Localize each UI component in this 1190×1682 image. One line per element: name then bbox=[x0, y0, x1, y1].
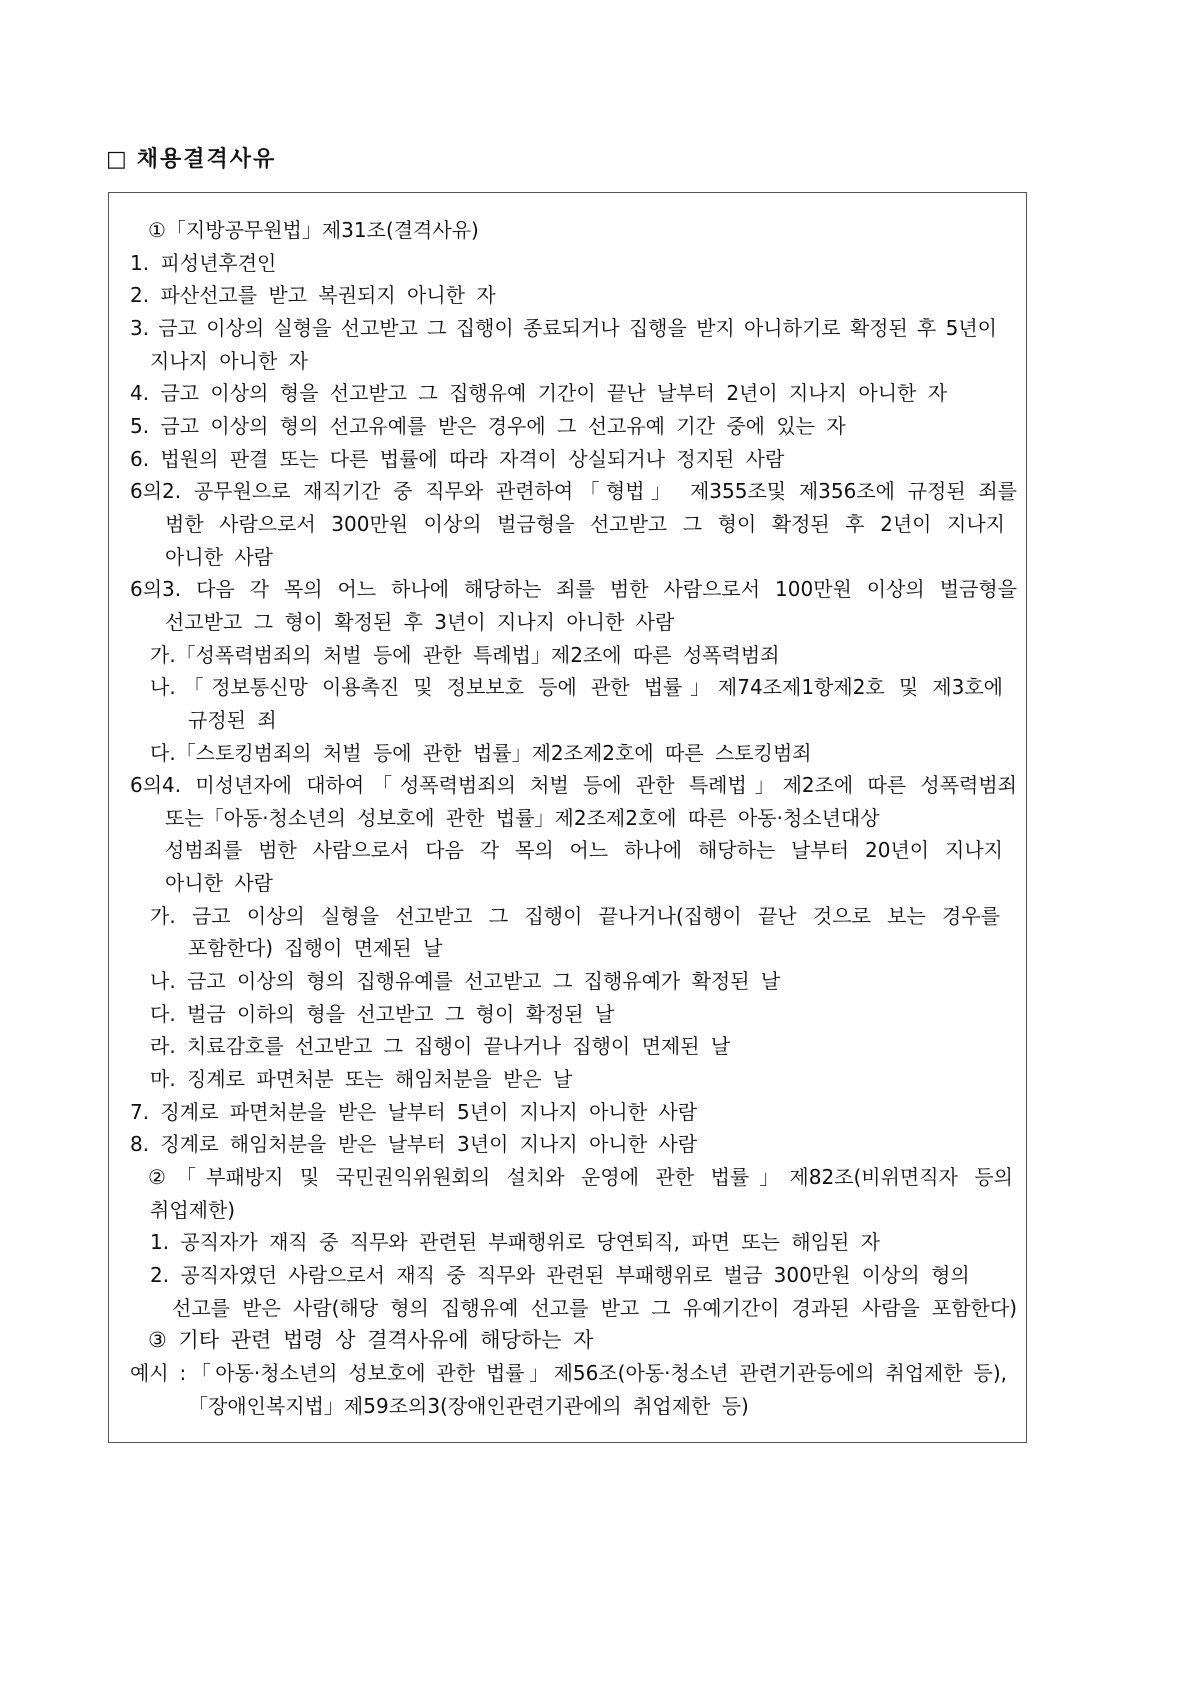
example-line: 예시 :「아동·청소년의 성보호에 관한 법률」제56조(아동·청소년 관련기관등에의 취업제한 등), bbox=[130, 1360, 1007, 1385]
list-item: 7. 징계로 파면처분을 받은 날부터 5년이 지나지 아니한 사람 bbox=[130, 1099, 698, 1124]
list-item-continuation: 또는「아동·청소년의 성보호에 관한 법률」제2조제2호에 따른 아동·청소년대상 bbox=[165, 805, 880, 830]
list-item: 2. 공직자였던 사람으로서 재직 중 직무와 관련된 부패행위로 벌금 300만원 이상의 형의 bbox=[150, 1263, 970, 1287]
list-item: 2. 파산선고를 받고 복권되지 아니한 자 bbox=[130, 283, 496, 308]
list-item-continuation: 성범죄를 범한 사람으로서 다음 각 목의 어느 하나에 해당하는 날부터 20년이 지나지 bbox=[165, 838, 1003, 863]
section-heading bbox=[106, 146, 276, 174]
sub-list-item: 나. 금고 이상의 형의 집행유예를 선고받고 그 집행유예가 확정된 날 bbox=[150, 969, 781, 994]
sub-list-item: 나.「정보통신망 이용촉진 및 정보보호 등에 관한 법률」제74조제1항제2호 및 제3호에 bbox=[150, 675, 1003, 700]
list-item-continuation: 선고받고 그 형이 확정된 후 3년이 지나지 아니한 사람 bbox=[165, 609, 675, 634]
list-item: 5. 금고 이상의 형의 선고유예를 받은 경우에 그 선고유예 기간 중에 있는 자 bbox=[130, 413, 846, 438]
article-heading: ①「지방공무원법」제31조(결격사유) bbox=[148, 218, 479, 242]
article-heading: ③ 기타 관련 법령 상 결격사유에 해당하는 자 bbox=[148, 1328, 594, 1353]
list-item: 3. 금고 이상의 실형을 선고받고 그 집행이 종료되거나 집행을 받지 아니하기로 확정된 후 5년이 bbox=[130, 315, 997, 340]
list-item-continuation: 지나지 아니한 자 bbox=[150, 348, 308, 373]
sub-list-item: 가. 금고 이상의 실형을 선고받고 그 집행이 끝나거나(집행이 끝난 것으로 보는 경우를 bbox=[150, 903, 1000, 928]
sub-list-item-continuation: 포함한다) 집행이 면제된 날 bbox=[188, 936, 443, 961]
example-line-continuation: 「장애인복지법」제59조의3(장애인관련기관에의 취업제한 등) bbox=[188, 1393, 749, 1418]
list-item-continuation: 선고를 받은 사람(해당 형의 집행유예 선고를 받고 그 유예기간이 경과된 사람을 포함한다) bbox=[172, 1295, 1017, 1320]
list-item: 6의2. 공무원으로 재직기간 중 직무와 관련하여「형법」 제355조및 제356조에 규정된 죄를 bbox=[130, 479, 1017, 504]
sub-list-item: 가.「성폭력범죄의 처벌 등에 관한 특례법」제2조에 따른 성폭력범죄 bbox=[150, 642, 780, 667]
list-item: 6의4. 미성년자에 대하여「성폭력범죄의 처벌 등에 관한 특례법」제2조에 따른 성폭력범죄 bbox=[130, 773, 1017, 798]
list-item: 8. 징계로 해임처분을 받은 날부터 3년이 지나지 아니한 사람 bbox=[130, 1132, 698, 1157]
article-heading-continuation: 취업제한) bbox=[150, 1197, 236, 1222]
list-item-continuation: 범한 사람으로서 300만원 이상의 벌금형을 선고받고 그 형이 확정된 후 2년이 지나지 bbox=[165, 511, 1005, 536]
sub-list-item-continuation: 규정된 죄 bbox=[188, 707, 277, 732]
list-item: 4. 금고 이상의 형을 선고받고 그 집행유예 기간이 끝난 날부터 2년이 지나지 아니한 자 bbox=[130, 381, 948, 406]
list-item: 1. 공직자가 재직 중 직무와 관련된 부패행위로 당연퇴직, 파면 또는 해임된 자 bbox=[150, 1230, 880, 1255]
checkbox-square-icon: □ bbox=[106, 147, 129, 172]
sub-list-item: 다.「스토킹범죄의 처벌 등에 관한 법률」제2조제2호에 따른 스토킹범죄 bbox=[150, 740, 812, 765]
sub-list-item: 라. 치료감호를 선고받고 그 집행이 끝나거나 집행이 면제된 날 bbox=[150, 1034, 731, 1059]
list-item: 1. 피성년후견인 bbox=[130, 250, 277, 275]
list-item: 6의3. 다음 각 목의 어느 하나에 해당하는 죄를 범한 사람으로서 100만원 이상의 벌금형을 bbox=[130, 577, 1017, 602]
list-item-continuation: 아니한 사람 bbox=[165, 871, 273, 896]
sub-list-item: 다. 벌금 이하의 형을 선고받고 그 형이 확정된 날 bbox=[150, 1001, 615, 1026]
list-item: 6. 법원의 판결 또는 다른 법률에 따라 자격이 상실되거나 정지된 사람 bbox=[130, 446, 785, 471]
sub-list-item: 마. 징계로 파면처분 또는 해임처분을 받은 날 bbox=[150, 1067, 573, 1092]
list-item-continuation: 아니한 사람 bbox=[165, 544, 273, 569]
disqualification-box bbox=[108, 192, 1027, 1443]
section-title: 채용결격사유 bbox=[136, 147, 277, 172]
article-heading: ②「부패방지 및 국민권익위원회의 설치와 운영에 관한 법률」제82조(비위면직자 등의 bbox=[148, 1165, 1013, 1190]
